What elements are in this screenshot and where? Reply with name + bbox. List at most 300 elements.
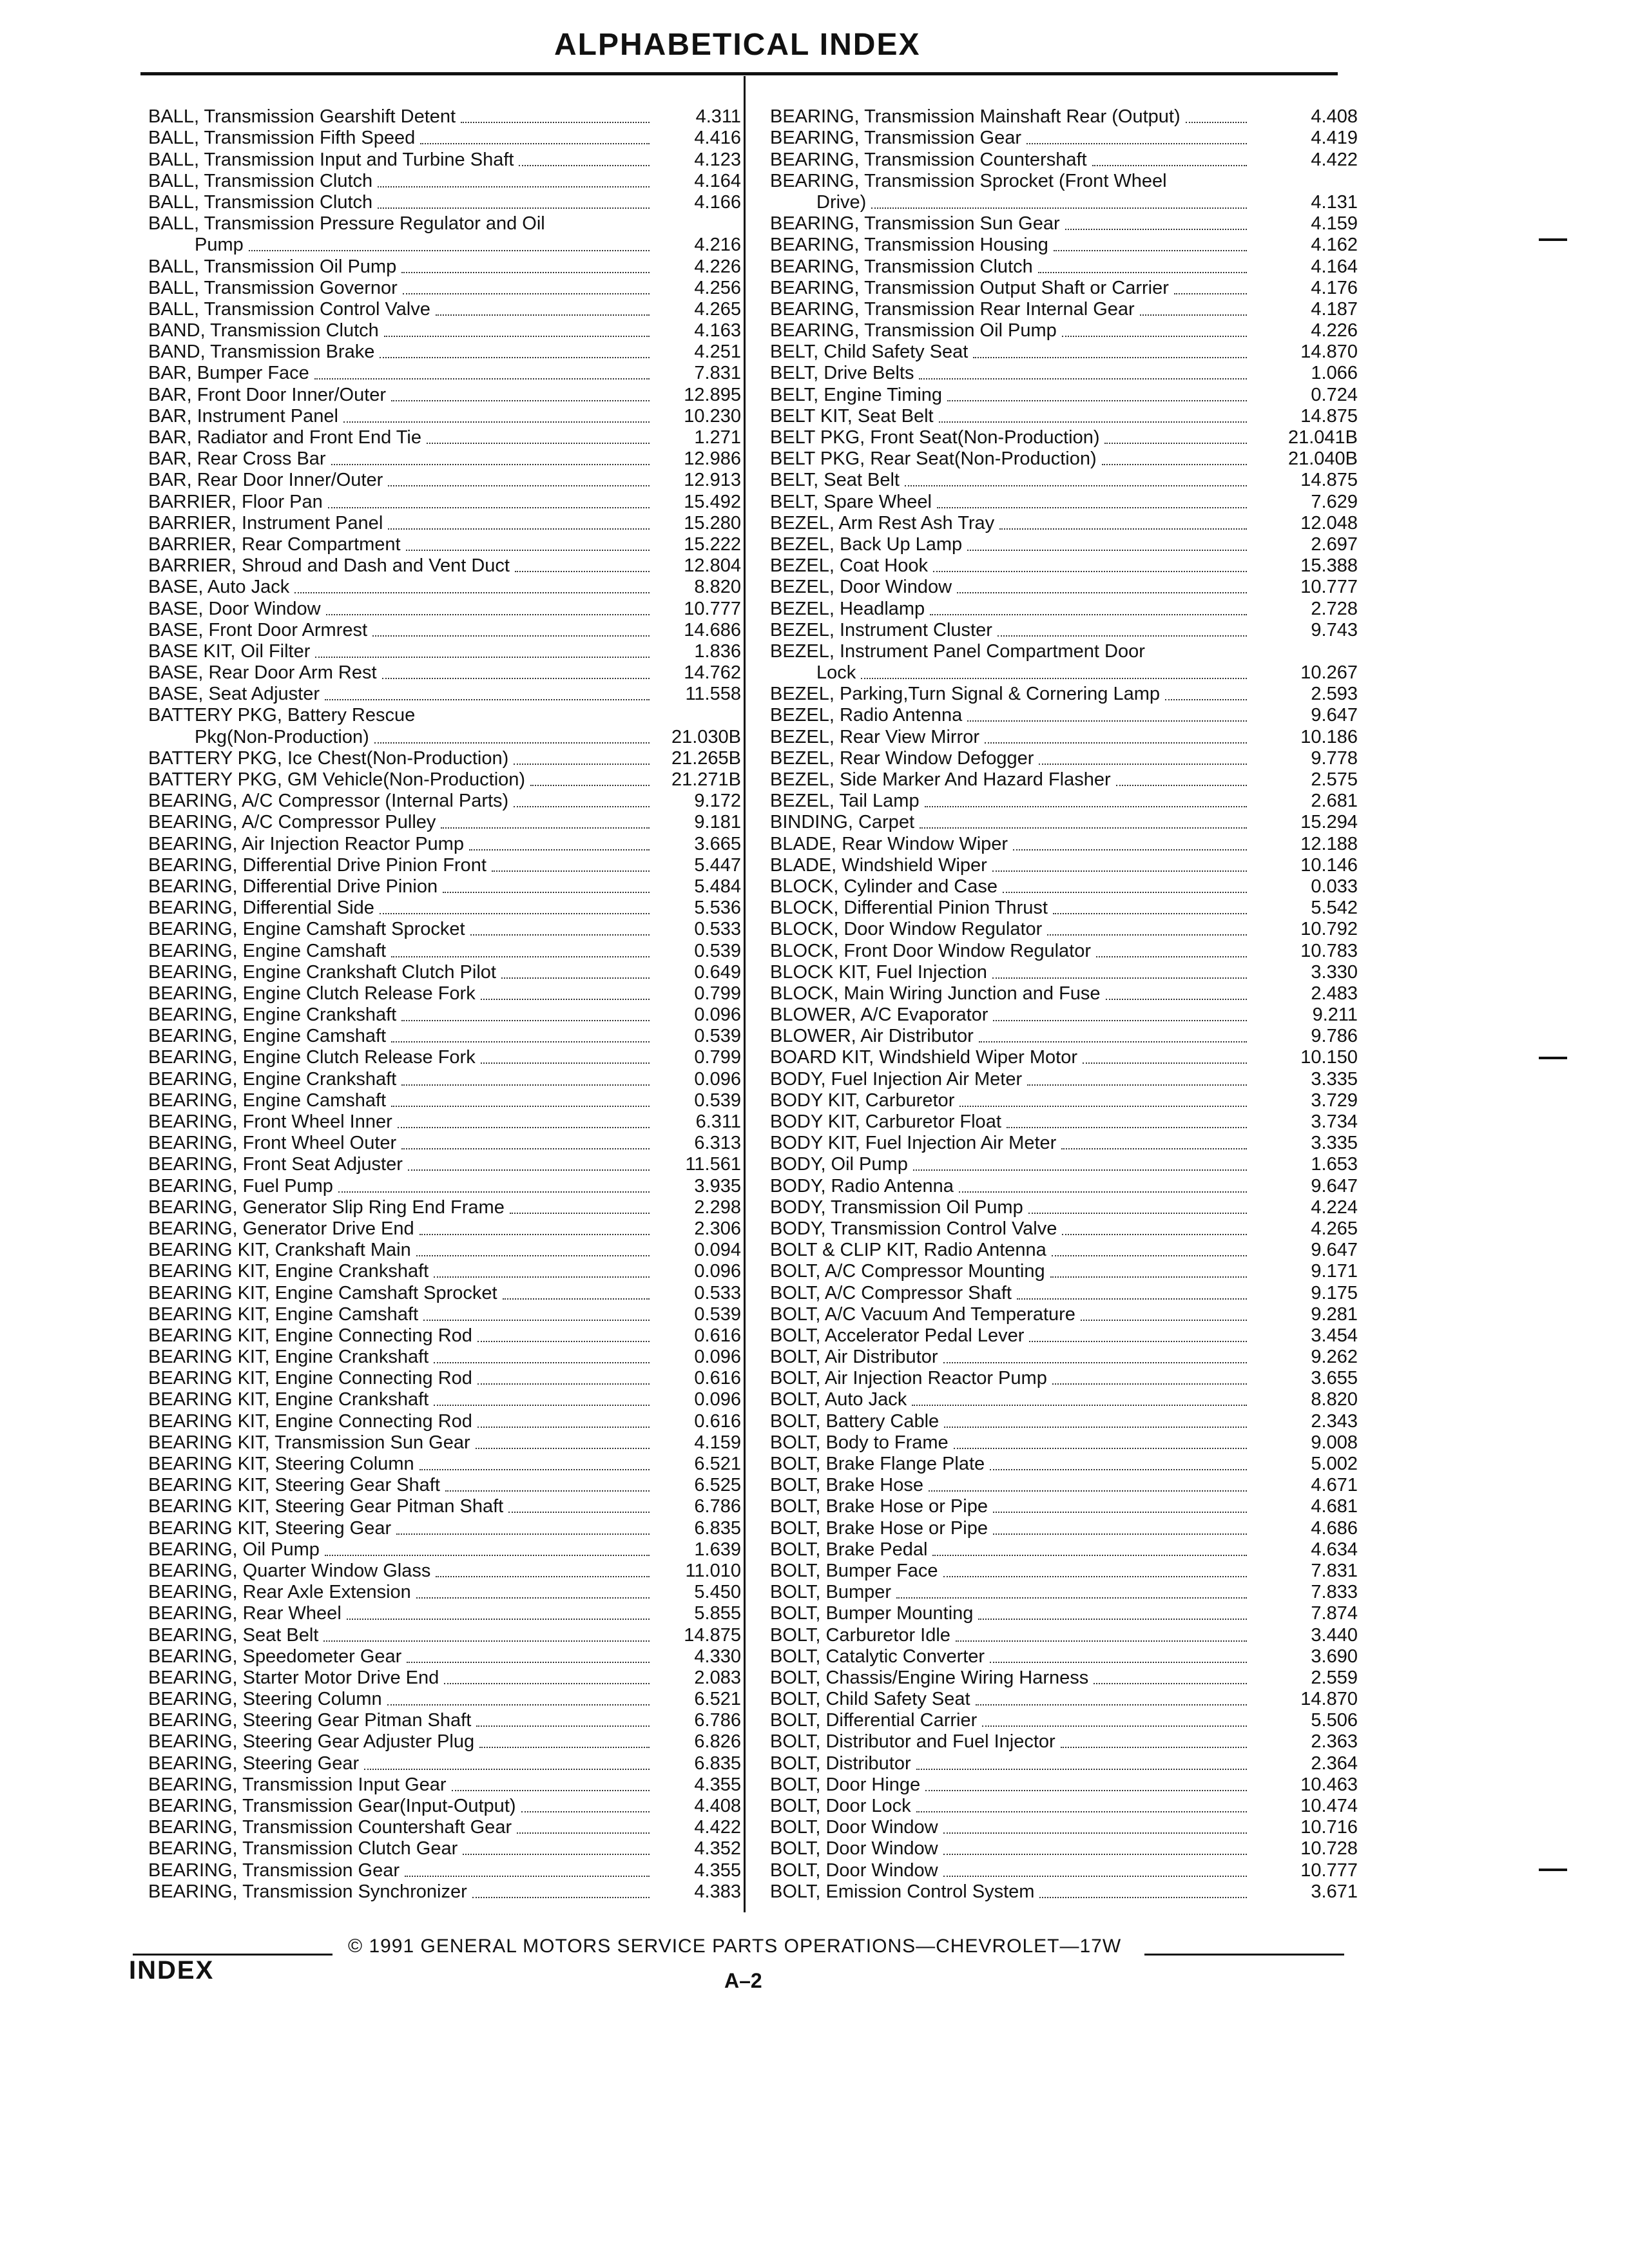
dot-leader bbox=[998, 635, 1247, 637]
dot-leader bbox=[325, 1555, 650, 1556]
entry-page: 0.539 bbox=[694, 1303, 741, 1325]
entry-page: 1.653 bbox=[1311, 1154, 1358, 1175]
index-entry bbox=[148, 1004, 741, 1026]
entry-name: BOLT, Brake Hose or Pipe bbox=[770, 1496, 988, 1517]
index-entry bbox=[148, 1539, 741, 1561]
index-entry bbox=[148, 983, 741, 1004]
index-entry bbox=[770, 812, 1358, 833]
index-entry bbox=[770, 1582, 1358, 1603]
entry-page: 14.870 bbox=[1300, 1689, 1358, 1710]
dot-leader bbox=[492, 870, 650, 872]
dot-leader bbox=[461, 122, 650, 123]
entry-page: 1.271 bbox=[694, 427, 741, 448]
entry-name: BLOWER, A/C Evaporator bbox=[770, 1004, 988, 1026]
index-entry bbox=[148, 1261, 741, 1282]
index-entry bbox=[770, 1347, 1358, 1368]
dot-leader bbox=[1061, 1747, 1247, 1748]
index-entry bbox=[148, 577, 741, 598]
header-rule bbox=[140, 72, 1338, 75]
entry-name: BEZEL, Door Window bbox=[770, 577, 952, 598]
dot-leader bbox=[408, 1169, 650, 1171]
dot-leader bbox=[372, 635, 650, 637]
dot-leader bbox=[1104, 443, 1247, 444]
entry-name: BEARING, Starter Motor Drive End bbox=[148, 1667, 439, 1688]
dot-leader bbox=[481, 999, 650, 1000]
index-entry bbox=[148, 726, 741, 747]
index-entry bbox=[148, 192, 741, 213]
entry-page: 0.096 bbox=[694, 1261, 741, 1282]
entry-name: BEARING KIT, Steering Gear Pitman Shaft bbox=[148, 1496, 504, 1517]
index-entry bbox=[770, 1111, 1358, 1133]
index-entry bbox=[148, 1218, 741, 1240]
entry-page: 12.895 bbox=[684, 384, 741, 405]
index-entry bbox=[770, 427, 1358, 448]
entry-page: 2.483 bbox=[1311, 983, 1358, 1004]
dot-leader bbox=[939, 421, 1247, 423]
index-entry bbox=[770, 128, 1358, 149]
dot-leader bbox=[347, 1619, 650, 1620]
entry-page: 7.874 bbox=[1311, 1603, 1358, 1624]
entry-page: 4.216 bbox=[694, 235, 741, 256]
entry-page: 0.096 bbox=[694, 1389, 741, 1410]
index-entry bbox=[770, 662, 1358, 684]
entry-name: BEARING, Transmission Output Shaft or Carrier bbox=[770, 277, 1169, 298]
index-entry bbox=[770, 534, 1358, 555]
entry-name: BEARING KIT, Engine Connecting Rod bbox=[148, 1368, 472, 1389]
entry-page: 4.686 bbox=[1311, 1517, 1358, 1539]
entry-name: BARRIER, Rear Compartment bbox=[148, 533, 401, 555]
dot-leader bbox=[925, 1790, 1247, 1791]
entry-name: BEZEL, Back Up Lamp bbox=[770, 533, 963, 555]
index-entry bbox=[148, 1496, 741, 1517]
dot-leader bbox=[920, 827, 1247, 829]
index-entry bbox=[148, 1325, 741, 1347]
index-entry bbox=[770, 406, 1358, 427]
entry-name: BATTERY PKG, Battery Rescue bbox=[148, 705, 416, 726]
entry-name: BEARING, Engine Camshaft bbox=[148, 1026, 387, 1047]
index-entry bbox=[770, 1240, 1358, 1261]
entry-name: BOLT, Door Hinge bbox=[770, 1774, 921, 1795]
dot-leader bbox=[391, 1106, 650, 1107]
index-entry bbox=[148, 1817, 741, 1838]
dot-leader bbox=[1050, 1276, 1247, 1278]
entry-name: BAR, Rear Door Inner/Outer bbox=[148, 470, 383, 491]
entry-page: 4.383 bbox=[694, 1881, 741, 1902]
entry-name: BEARING, Steering Gear bbox=[148, 1753, 360, 1774]
dot-leader bbox=[992, 977, 1247, 979]
dot-leader bbox=[510, 1213, 650, 1214]
entry-name: BEARING, Front Wheel Outer bbox=[148, 1133, 397, 1154]
dot-leader bbox=[508, 1512, 650, 1513]
entry-name: BLADE, Rear Window Wiper bbox=[770, 833, 1008, 854]
entry-page: 7.629 bbox=[1311, 491, 1358, 512]
margin-mark bbox=[1539, 1869, 1567, 1871]
entry-name: BEARING, Differential Side bbox=[148, 898, 374, 919]
entry-page: 10.186 bbox=[1300, 726, 1358, 747]
entry-page: 6.835 bbox=[694, 1753, 741, 1774]
entry-page: 0.539 bbox=[694, 940, 741, 961]
entry-page: 5.542 bbox=[1311, 898, 1358, 919]
index-entry bbox=[148, 662, 741, 684]
entry-name: BLOWER, Air Distributor bbox=[770, 1026, 974, 1047]
dot-leader bbox=[1140, 314, 1247, 316]
entry-page: 6.521 bbox=[694, 1689, 741, 1710]
entry-name: BODY, Oil Pump bbox=[770, 1154, 908, 1175]
dot-leader bbox=[896, 1597, 1247, 1599]
dot-leader bbox=[427, 443, 650, 444]
dot-leader bbox=[1038, 272, 1247, 273]
entry-name: BAR, Rear Cross Bar bbox=[148, 448, 326, 470]
dot-leader bbox=[1003, 892, 1247, 893]
dot-leader bbox=[943, 1362, 1247, 1363]
entry-name: BEARING, Transmission Gear bbox=[770, 128, 1021, 149]
entry-page: 0.539 bbox=[694, 1090, 741, 1111]
index-entry bbox=[770, 278, 1358, 299]
index-entry bbox=[148, 299, 741, 320]
entry-page: 3.671 bbox=[1311, 1881, 1358, 1902]
entry-page: 0.533 bbox=[694, 919, 741, 940]
entry-name: BOLT, Child Safety Seat bbox=[770, 1689, 970, 1710]
entry-name: BEARING KIT, Engine Crankshaft bbox=[148, 1261, 429, 1282]
dot-leader bbox=[993, 1512, 1247, 1513]
entry-name: BEARING, Front Seat Adjuster bbox=[148, 1154, 403, 1175]
dot-leader bbox=[1092, 165, 1247, 166]
dot-leader bbox=[380, 357, 650, 358]
entry-page: 0.033 bbox=[1311, 876, 1358, 897]
entry-name: BOLT, Emission Control System bbox=[770, 1881, 1035, 1902]
entry-page: 3.335 bbox=[1311, 1068, 1358, 1090]
entry-name: BEARING, Differential Drive Pinion Front bbox=[148, 854, 487, 876]
entry-page: 21.041B bbox=[1287, 427, 1358, 448]
index-entry bbox=[148, 1304, 741, 1325]
index-entry bbox=[148, 448, 741, 470]
entry-name: BASE, Auto Jack bbox=[148, 577, 290, 598]
index-entry bbox=[770, 1517, 1358, 1539]
entry-name: BEARING, Generator Drive End bbox=[148, 1218, 414, 1239]
entry-name: BEARING, Transmission Countershaft bbox=[770, 149, 1087, 170]
dot-leader bbox=[521, 1811, 650, 1812]
entry-name: BEARING, Transmission Oil Pump bbox=[770, 320, 1057, 341]
entry-name: BOLT, Chassis/Engine Wiring Harness bbox=[770, 1667, 1089, 1688]
index-entry bbox=[148, 213, 741, 235]
entry-name: Pump bbox=[195, 235, 244, 256]
index-entry bbox=[148, 1517, 741, 1539]
entry-page: 4.408 bbox=[1311, 106, 1358, 128]
entry-name: BOLT, Door Lock bbox=[770, 1796, 911, 1816]
entry-name: BELT, Drive Belts bbox=[770, 363, 914, 384]
index-entry bbox=[770, 363, 1358, 384]
entry-name: BEARING, Rear Axle Extension bbox=[148, 1582, 411, 1603]
index-entry bbox=[770, 620, 1358, 641]
entry-name: BAND, Transmission Clutch bbox=[148, 320, 379, 341]
index-entry bbox=[148, 1582, 741, 1603]
entry-name: BOLT, Air Distributor bbox=[770, 1347, 938, 1368]
index-entry bbox=[770, 1133, 1358, 1154]
dot-leader bbox=[1094, 1683, 1247, 1684]
index-entry bbox=[148, 1175, 741, 1196]
entry-page: 9.175 bbox=[1311, 1282, 1358, 1303]
entry-page: 0.616 bbox=[694, 1325, 741, 1346]
entry-name: BEARING, Engine Clutch Release Fork bbox=[148, 983, 476, 1004]
entry-name: BEARING, Engine Camshaft Sprocket bbox=[148, 919, 465, 940]
index-entry bbox=[770, 1197, 1358, 1218]
dot-leader bbox=[416, 1255, 650, 1256]
index-entry bbox=[770, 577, 1358, 598]
index-entry bbox=[148, 1347, 741, 1368]
entry-name: BEARING, Engine Crankshaft bbox=[148, 1004, 397, 1026]
entry-name: BOLT, Catalytic Converter bbox=[770, 1646, 985, 1667]
dot-leader bbox=[1096, 956, 1247, 957]
entry-page: 8.820 bbox=[694, 577, 741, 598]
index-entry bbox=[770, 1860, 1358, 1881]
index-entry bbox=[148, 1026, 741, 1047]
index-entry bbox=[148, 620, 741, 641]
entry-name: BEARING KIT, Transmission Sun Gear bbox=[148, 1432, 470, 1453]
entry-page: 0.533 bbox=[694, 1282, 741, 1303]
entry-page: 11.010 bbox=[685, 1560, 741, 1581]
entry-page: 4.159 bbox=[1311, 213, 1358, 235]
entry-name: BEARING, Engine Clutch Release Fork bbox=[148, 1047, 476, 1068]
index-entry bbox=[148, 1710, 741, 1731]
entry-page: 3.734 bbox=[1311, 1111, 1358, 1132]
dot-leader bbox=[959, 1106, 1247, 1107]
index-entry bbox=[770, 940, 1358, 961]
dot-leader bbox=[943, 1876, 1247, 1877]
entry-page: 4.419 bbox=[1311, 128, 1358, 149]
dot-leader bbox=[943, 1854, 1247, 1855]
page-number: A–2 bbox=[724, 1969, 762, 1992]
entry-page: 12.048 bbox=[1300, 512, 1358, 533]
entry-name: BOLT, Air Injection Reactor Pump bbox=[770, 1368, 1047, 1389]
entry-name: BEARING KIT, Crankshaft Main bbox=[148, 1240, 411, 1261]
entry-name: BEARING, Engine Camshaft bbox=[148, 1090, 387, 1111]
entry-name: BOLT, A/C Compressor Mounting bbox=[770, 1261, 1045, 1282]
dot-leader bbox=[436, 1576, 650, 1577]
index-entry bbox=[148, 1689, 741, 1710]
entry-name: BEZEL, Radio Antenna bbox=[770, 705, 963, 726]
entry-page: 10.716 bbox=[1300, 1817, 1358, 1838]
dot-leader bbox=[391, 1041, 650, 1043]
index-entry bbox=[148, 235, 741, 256]
index-entry bbox=[770, 106, 1358, 128]
entry-name: BELT KIT, Seat Belt bbox=[770, 405, 934, 427]
index-entry bbox=[770, 598, 1358, 619]
entry-page: 10.230 bbox=[684, 405, 741, 427]
entry-page: 8.820 bbox=[1311, 1389, 1358, 1410]
dot-leader bbox=[1106, 999, 1247, 1000]
entry-name: BELT, Seat Belt bbox=[770, 470, 900, 491]
dot-leader bbox=[315, 657, 650, 658]
entry-page: 4.408 bbox=[694, 1796, 741, 1816]
index-entry bbox=[770, 1731, 1358, 1753]
dot-leader bbox=[481, 1062, 650, 1064]
index-entry bbox=[148, 940, 741, 961]
index-entry bbox=[148, 1454, 741, 1475]
dot-leader bbox=[1083, 1062, 1247, 1064]
entry-name: BASE KIT, Oil Filter bbox=[148, 640, 311, 662]
index-entry bbox=[770, 1218, 1358, 1240]
index-entry bbox=[770, 791, 1358, 812]
dot-leader bbox=[443, 892, 650, 893]
entry-page: 7.831 bbox=[694, 363, 741, 384]
dot-leader bbox=[925, 806, 1247, 807]
entry-name: BEZEL, Rear Window Defogger bbox=[770, 747, 1034, 769]
index-entry bbox=[770, 555, 1358, 577]
entry-name: BELT PKG, Front Seat(Non-Production) bbox=[770, 427, 1100, 448]
index-entry bbox=[148, 320, 741, 341]
entry-page: 4.330 bbox=[694, 1646, 741, 1667]
dot-leader bbox=[323, 1640, 650, 1642]
dot-leader bbox=[441, 827, 650, 829]
entry-name: BOLT, Door Window bbox=[770, 1817, 938, 1838]
margin-mark bbox=[1539, 238, 1567, 241]
entry-name: BEARING KIT, Engine Connecting Rod bbox=[148, 1325, 472, 1346]
entry-name: BOLT, Bumper Face bbox=[770, 1560, 938, 1581]
entry-page: 4.311 bbox=[695, 106, 741, 128]
dot-leader bbox=[956, 1640, 1247, 1642]
entry-page: 2.559 bbox=[1311, 1667, 1358, 1688]
entry-page: 0.799 bbox=[694, 1047, 741, 1068]
entry-page: 9.786 bbox=[1311, 1026, 1358, 1047]
entry-page: 9.211 bbox=[1312, 1004, 1358, 1026]
dot-leader bbox=[419, 1469, 650, 1470]
dot-leader bbox=[405, 1876, 650, 1877]
entry-page: 6.521 bbox=[694, 1454, 741, 1474]
entry-name: BEARING, Transmission Gear bbox=[148, 1860, 400, 1881]
footer-rule-right bbox=[1144, 1954, 1344, 1956]
index-entry bbox=[148, 1603, 741, 1624]
entry-name: BOLT, Brake Hose or Pipe bbox=[770, 1517, 988, 1539]
entry-name: BASE, Front Door Armrest bbox=[148, 619, 368, 640]
index-entry bbox=[148, 1475, 741, 1496]
entry-page: 10.792 bbox=[1300, 919, 1358, 940]
dot-leader bbox=[933, 571, 1247, 572]
dot-leader bbox=[1013, 849, 1247, 850]
entry-page: 0.616 bbox=[694, 1368, 741, 1389]
entry-name: BAR, Front Door Inner/Outer bbox=[148, 384, 387, 405]
column-divider bbox=[744, 76, 746, 1912]
entry-page: 1.836 bbox=[694, 640, 741, 662]
dot-leader bbox=[476, 1448, 650, 1449]
dot-leader bbox=[990, 1662, 1247, 1663]
entry-page: 14.686 bbox=[684, 619, 741, 640]
index-entry bbox=[770, 876, 1358, 898]
entry-page: 10.150 bbox=[1300, 1047, 1358, 1068]
index-entry bbox=[770, 1539, 1358, 1561]
entry-name: BOLT, Accelerator Pedal Lever bbox=[770, 1325, 1025, 1346]
entry-page: 1.639 bbox=[694, 1539, 741, 1560]
dot-leader bbox=[401, 1148, 650, 1149]
dot-leader bbox=[364, 1769, 650, 1770]
entry-name: BALL, Transmission Oil Pump bbox=[148, 256, 397, 277]
entry-page: 4.265 bbox=[694, 298, 741, 320]
entry-page: 9.743 bbox=[1311, 619, 1358, 640]
entry-page: 5.447 bbox=[694, 854, 741, 876]
dot-leader bbox=[469, 849, 650, 850]
entry-page: 4.226 bbox=[1311, 320, 1358, 341]
entry-page: 3.690 bbox=[1311, 1646, 1358, 1667]
index-entry bbox=[770, 1047, 1358, 1068]
index-entry bbox=[770, 1796, 1358, 1817]
entry-name: BALL, Transmission Governor bbox=[148, 277, 398, 298]
dot-leader bbox=[514, 806, 650, 807]
entry-page: 21.030B bbox=[671, 726, 741, 747]
entry-page: 9.171 bbox=[1311, 1261, 1358, 1282]
dot-leader bbox=[249, 250, 650, 251]
dot-leader bbox=[517, 1832, 650, 1834]
entry-name: BALL, Transmission Fifth Speed bbox=[148, 128, 416, 149]
entry-name: BEZEL, Rear View Mirror bbox=[770, 726, 979, 747]
entry-name: BEARING, Engine Crankshaft bbox=[148, 1068, 397, 1090]
dot-leader bbox=[947, 400, 1247, 401]
entry-name: BEZEL, Arm Rest Ash Tray bbox=[770, 512, 995, 533]
entry-name: BEARING, Transmission Rear Internal Gear bbox=[770, 298, 1135, 320]
dot-leader bbox=[463, 1854, 650, 1855]
entry-page: 2.681 bbox=[1311, 791, 1358, 812]
entry-page: 4.176 bbox=[1311, 277, 1358, 298]
entry-page: 7.833 bbox=[1311, 1582, 1358, 1603]
entry-name: BEARING, Engine Crankshaft Clutch Pilot bbox=[148, 961, 496, 983]
dot-leader bbox=[444, 1683, 650, 1684]
entry-name: BEARING, Transmission Housing bbox=[770, 235, 1048, 256]
entry-name: BEARING, Front Wheel Inner bbox=[148, 1111, 392, 1132]
entry-page: 4.226 bbox=[694, 256, 741, 277]
dot-leader bbox=[930, 614, 1247, 615]
entry-page: 6.786 bbox=[694, 1496, 741, 1517]
entry-name: BEARING, Transmission Gear(Input-Output) bbox=[148, 1796, 516, 1816]
dot-leader bbox=[401, 1084, 650, 1086]
entry-page: 7.831 bbox=[1311, 1560, 1358, 1581]
entry-name: BEARING, Steering Gear Adjuster Plug bbox=[148, 1731, 475, 1753]
entry-name: BEARING, Transmission Countershaft Gear bbox=[148, 1817, 512, 1838]
dot-leader bbox=[325, 699, 650, 700]
entry-name: BEARING, Transmission Sun Gear bbox=[770, 213, 1060, 235]
dot-leader bbox=[384, 336, 650, 337]
index-entry bbox=[148, 641, 741, 662]
entry-name: BALL, Transmission Clutch bbox=[148, 191, 373, 213]
dot-leader bbox=[943, 1576, 1247, 1577]
dot-leader bbox=[419, 1234, 650, 1235]
entry-page: 5.536 bbox=[694, 898, 741, 919]
dot-leader bbox=[388, 528, 650, 530]
dot-leader bbox=[503, 1298, 650, 1300]
index-entry bbox=[148, 470, 741, 491]
dot-leader bbox=[954, 1448, 1247, 1449]
entry-page: 5.450 bbox=[694, 1582, 741, 1603]
index-entry bbox=[770, 1026, 1358, 1047]
dot-leader bbox=[434, 1405, 650, 1406]
entry-page: 2.364 bbox=[1311, 1753, 1358, 1774]
entry-name: BOLT, Bumper Mounting bbox=[770, 1603, 974, 1624]
dot-leader bbox=[294, 592, 650, 593]
entry-page: 4.416 bbox=[694, 128, 741, 149]
index-column-left bbox=[148, 106, 741, 1903]
dot-leader bbox=[388, 485, 650, 486]
dot-leader bbox=[391, 956, 650, 957]
dot-leader bbox=[396, 1533, 650, 1535]
entry-page: 15.492 bbox=[684, 491, 741, 512]
entry-name: BELT, Spare Wheel bbox=[770, 491, 932, 512]
entry-name: BOLT, Carburetor Idle bbox=[770, 1624, 950, 1646]
entry-name: BOARD KIT, Windshield Wiper Motor bbox=[770, 1047, 1078, 1068]
index-entry bbox=[770, 448, 1358, 470]
index-entry bbox=[770, 213, 1358, 235]
entry-page: 10.267 bbox=[1300, 662, 1358, 684]
section-label: INDEX bbox=[129, 1956, 215, 1984]
index-entry bbox=[148, 1432, 741, 1454]
index-entry bbox=[148, 384, 741, 405]
entry-name: BODY KIT, Fuel Injection Air Meter bbox=[770, 1133, 1057, 1154]
